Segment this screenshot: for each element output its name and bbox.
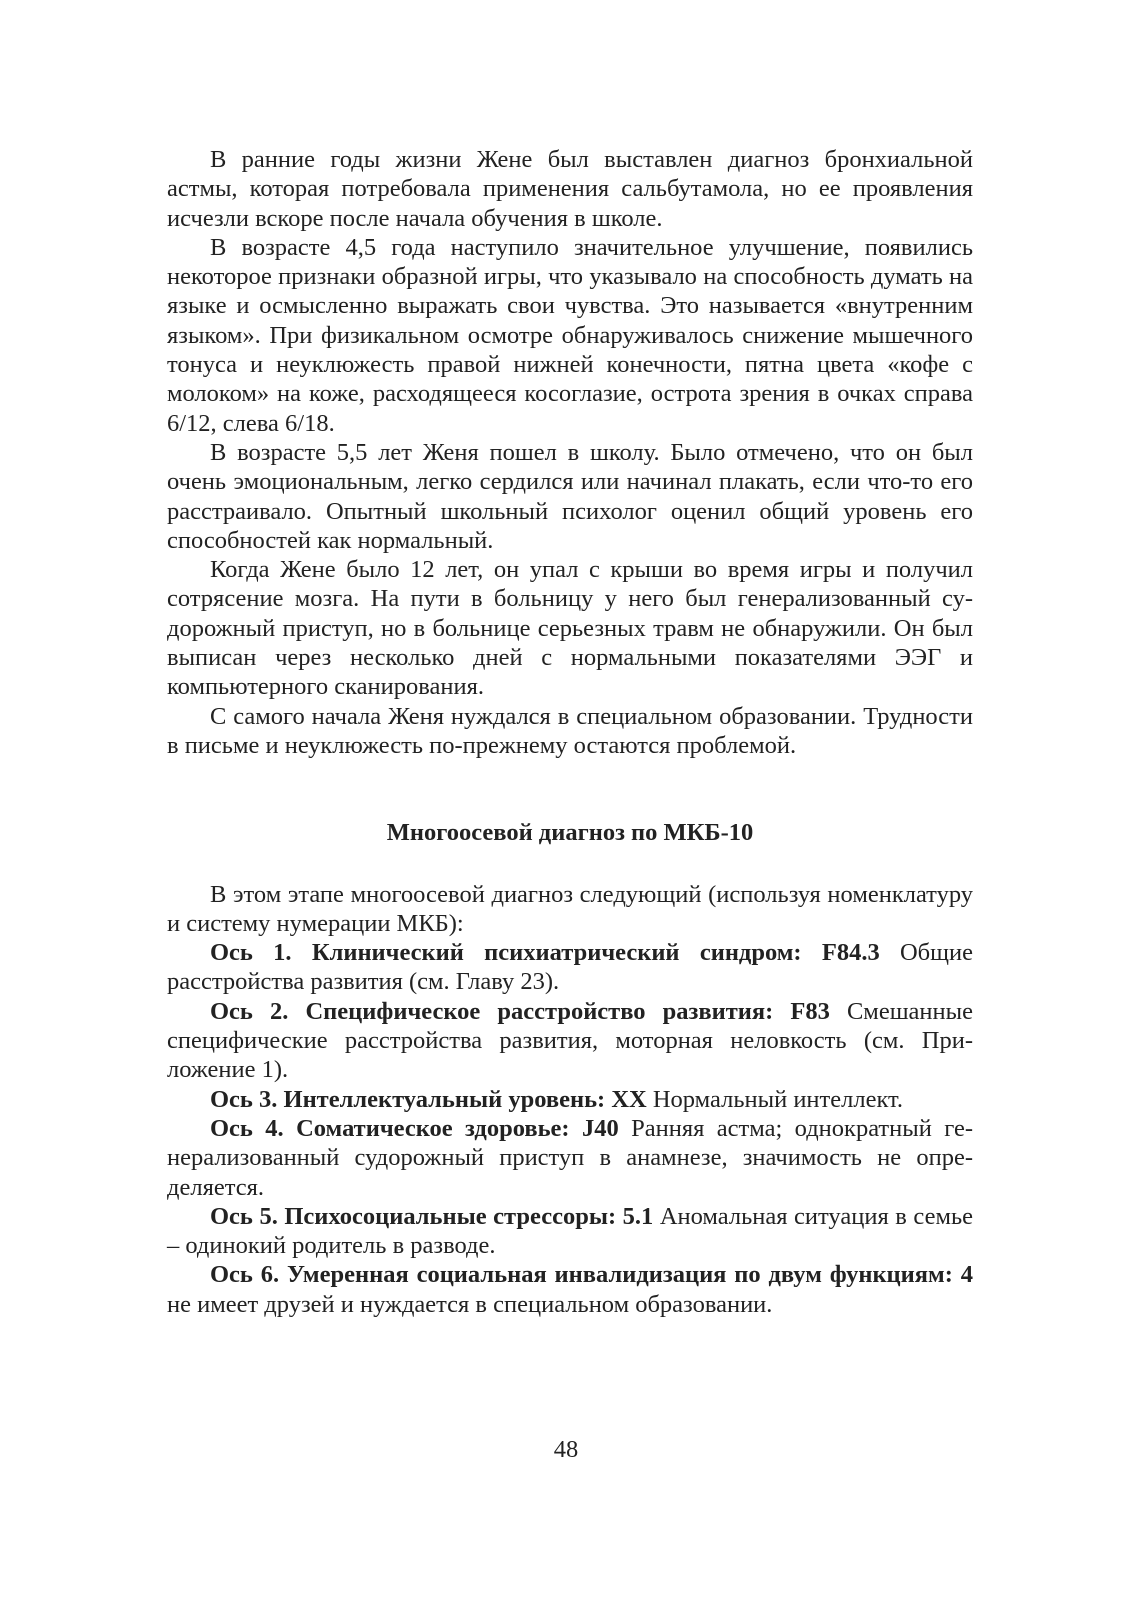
axis-5-text: Аномальная ситуация в семье – одинокий родитель в разводе. [167,1202,973,1260]
section-heading: Многоосевой диагноз по МКБ-10 [386,819,754,847]
axis-4 [167,1114,973,1202]
paragraph-special-education: С самого начала Женя нуждался в специальном образовании. Трудности в письме и неуклюжесть по-прежнему остаются проблемой. [167,702,973,759]
axis-2-label: Ось 2. Специфическое расстройство развития: F83 [210,997,830,1025]
page-body [167,145,973,1319]
axis-2-text: Смешанные специфические расстройства развития, моторная неловкость (см. Приложение 1). [167,997,973,1084]
axis-5 [167,1202,973,1261]
paragraph-age-4-5: В возрасте 4,5 года наступило значительное улучшение, появились некоторое признаки образной игры, что указывало на способность думать на языке и осмысленно выражать свои чувства. Это называется «внутренним языком». При физикальном осмотре обнаруживалось снижение мышечного тонуса и неуклюжесть правой нижней конечности, пятна цвета «кофе с молоком» на коже, расходящееся косоглазие, острота зрения в очках справа 6/12, слева 6/18. [167,233,973,437]
axis-6-label: Ось 6. Умеренная социальная инвалидизация по двум функциям: 4 [210,1261,973,1289]
axis-4-label: Ось 4. Соматическое здоровье: J40 [210,1114,619,1142]
axis-3-text: Нормальный интеллект. [646,1085,904,1113]
axis-1-label: Ось 1. Клинический психиатрический синдром: F84.3 [210,939,880,967]
axis-5-label: Ось 5. Психосоциальные стрессоры: 5.1 [210,1202,654,1230]
axis-6 [167,1260,973,1319]
axis-2 [167,997,973,1085]
axis-3-label: Ось 3. Интеллектуальный уровень: XX [210,1085,647,1113]
diagnosis-intro: В этом этапе многоосевой диагноз следующий (используя номенклатуру и систему нумерации МКБ): [167,880,973,937]
axis-3 [167,1085,973,1114]
axis-1-text: Общие расстройства развития (см. Главу 23). [167,939,973,996]
paragraph-asthma: В ранние годы жизни Жене был выставлен диагноз бронхиальной астмы, которая потребовала применения сальбутамола, но ее проявления исчезли вскоре после начала обучения в школе. [167,146,973,232]
axis-4-text: Ранняя астма; однократный генерализованный судорожный приступ в анамнезе, значимость не определяется. [167,1114,973,1201]
axis-6-text: не имеет друзей и нуждается в специальном образовании. [167,1290,773,1318]
axis-1 [167,938,973,997]
page-number: 48 [553,1436,579,1463]
paragraph-school: В возрасте 5,5 лет Женя пошел в школу. Было отмечено, что он был очень эмоциональным, легко сердился или начинал плакать, если что-то его расстраивало. Опытный школьный психолог оценил общий уровень его способностей как нормальный. [167,438,973,554]
paragraph-concussion: Когда Жене было 12 лет, он упал с крыши во время игры и получил сотрясение мозга. На пути в больницу у него был генерализованный судорожный приступ, но в больнице серьезных травм не обнаружили. Он был выписан через несколько дней с нормальными показателями ЭЭГ и компьютерного сканирования. [167,556,973,701]
